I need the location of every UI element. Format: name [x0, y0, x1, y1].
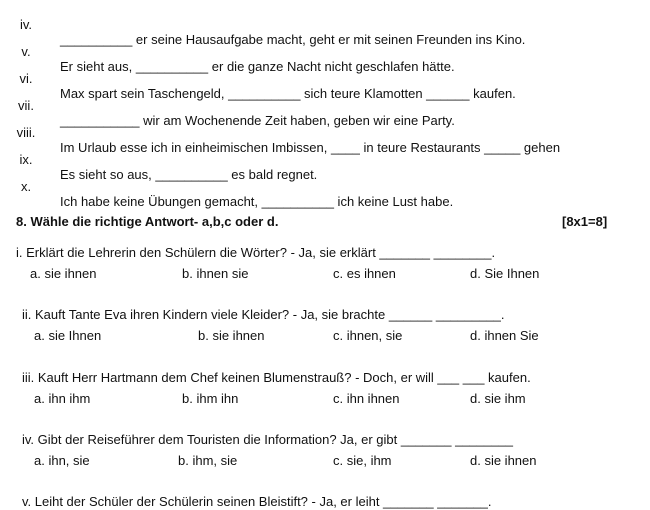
option-a: a. sie ihnen: [30, 266, 97, 281]
option-d: d. ihnen Sie: [470, 328, 539, 343]
option-b: b. sie ihnen: [198, 328, 265, 343]
question-text: v. Leiht der Schüler der Schülerin seinen Bleistift? - Ja, er leiht _______ _______.: [22, 494, 492, 509]
option-d: d. sie ihnen: [470, 453, 537, 468]
item-text: Im Urlaub esse ich in einheimischen Imbissen, ____ in teure Restaurants _____ gehen: [60, 140, 561, 155]
question-text: iii. Kauft Herr Hartmann dem Chef keinen Blumenstrauß? - Doch, er will ___ ___ kaufen.: [22, 370, 531, 385]
section-heading: 8. Wähle die richtige Antwort- a,b,c oder d.: [16, 214, 279, 229]
item-number: x.: [20, 179, 32, 194]
item-number: iv.: [19, 17, 33, 32]
option-a: a. sie Ihnen: [34, 328, 102, 343]
item-text: ___________ wir am Wochenende Zeit haben, geben wir eine Party.: [60, 113, 455, 128]
option-a: a. ihn, sie: [34, 453, 90, 468]
item-number: vi.: [19, 71, 33, 86]
option-d: d. Sie Ihnen: [470, 266, 540, 281]
question-text: ii. Kauft Tante Eva ihren Kindern viele Kleider? - Ja, sie brachte ______ _________.: [22, 307, 505, 322]
item-number: viii.: [16, 125, 36, 140]
item-text: Er sieht aus, __________ er die ganze Nacht nicht geschlafen hätte.: [60, 59, 455, 74]
item-text: Max spart sein Taschengeld, __________ sich teure Klamotten ______ kaufen.: [60, 86, 516, 101]
item-number: ix.: [19, 152, 33, 167]
item-text: Ich habe keine Übungen gemacht, __________ ich keine Lust habe.: [60, 194, 454, 209]
item-text: __________ er seine Hausaufgabe macht, geht er mit seinen Freunden ins Kino.: [60, 32, 526, 47]
option-c: c. ihn ihnen: [333, 391, 400, 406]
option-d: d. sie ihm: [470, 391, 526, 406]
option-b: b. ihm ihn: [182, 391, 239, 406]
item-number: v.: [21, 44, 31, 59]
item-text: Es sieht so aus, __________ es bald regnet.: [60, 167, 318, 182]
option-c: c. es ihnen: [333, 266, 396, 281]
item-number: vii.: [18, 98, 34, 113]
option-c: c. sie, ihm: [333, 453, 392, 468]
question-text: iv. Gibt der Reiseführer dem Touristen die Information? Ja, er gibt _______ ________: [22, 432, 513, 447]
marks-label: [8x1=8]: [562, 214, 608, 229]
option-c: c. ihnen, sie: [333, 328, 403, 343]
question-text: i. Erklärt die Lehrerin den Schülern die Wörter? - Ja, sie erklärt _______ ________.: [16, 245, 496, 260]
option-b: b. ihm, sie: [178, 453, 238, 468]
option-a: a. ihn ihm: [34, 391, 91, 406]
option-b: b. ihnen sie: [182, 266, 249, 281]
